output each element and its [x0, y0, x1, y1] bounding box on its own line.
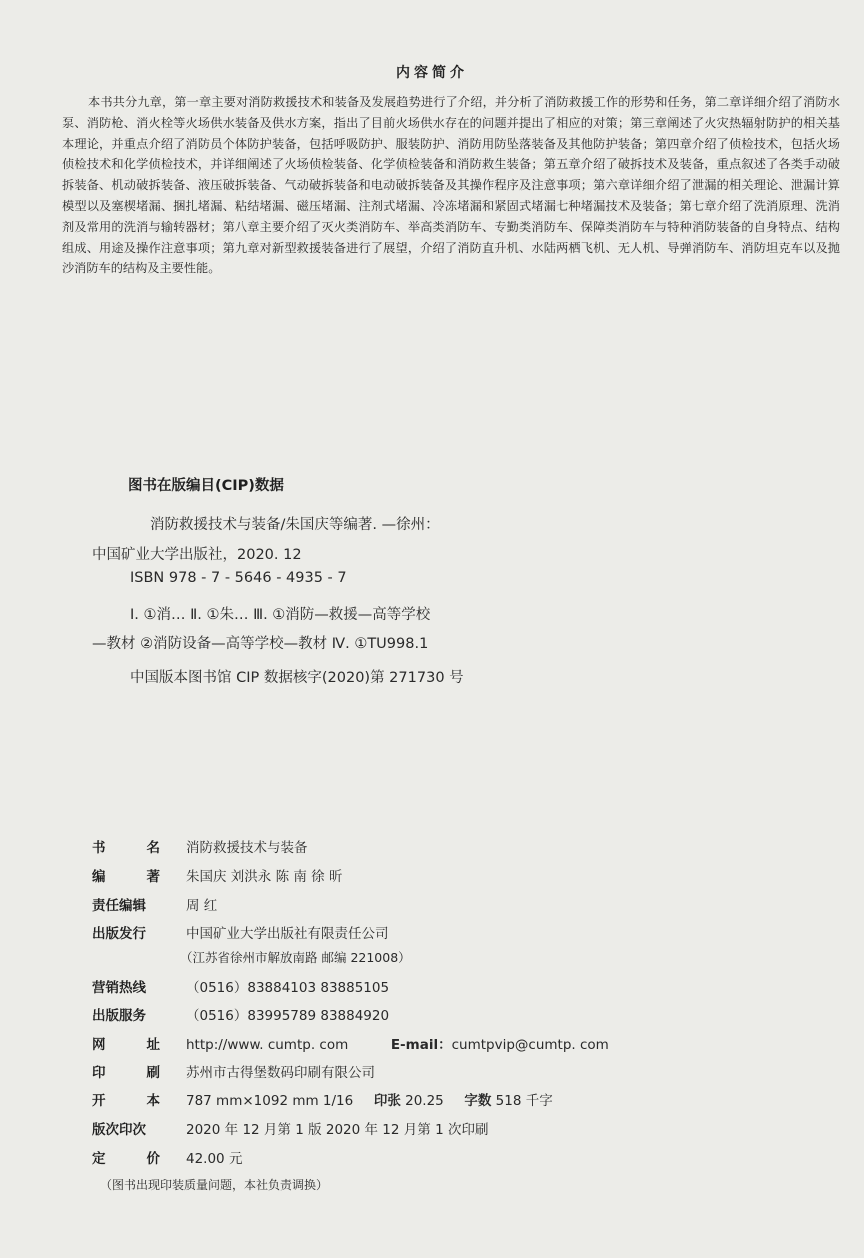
responsible-editor-label: 责任编辑	[92, 898, 146, 914]
publisher-value: 中国矿业大学出版社有限责任公司	[186, 926, 389, 942]
publisher-label: 出版发行	[92, 926, 146, 942]
sheets-value: 20.25	[405, 1093, 444, 1109]
editors-value: 朱国庆 刘洪永 陈 南 徐 昕	[186, 869, 343, 885]
format-label: 开 本	[92, 1093, 160, 1109]
printer-value: 苏州市古得堡数码印刷有限公司	[186, 1065, 375, 1081]
cip-line-5: —教材 ②消防设备—高等学校—教材 Ⅳ. ①TU998.1	[92, 636, 429, 652]
summary-body: 本书共分九章，第一章主要对消防救援技术和装备及发展趋势进行了介绍，并分析了消防救援工作的形势和任务，第二章详细介绍了消防水泵、消防枪、消火栓等火场供水装备及供水方案，指出了目前火场供水存在的问题并提出了相应的对策；第三章阐述了火灾热辐射防护的相关基本理论，并重点介绍了消防员个体防护装备，包括呼吸防护、服装防护、消防用防坠落装备及其他防护装备；第四章介绍了侦检技术，包括火场侦检技术和化学侦检技术，并详细阐述了火场侦检装备、化学侦检装备和消防救生装备；第五章介绍了破拆技术及装备，重点叙述了各类手动破拆装备、机动破拆装备、液压破拆装备、气动破拆装备和电动破拆装备及其操作程序及注意事项；第六章详细介绍了泄漏的相关理论、泄漏计算模型以及塞楔堵漏、捆扎堵漏、粘结堵漏、磁压堵漏、注剂式堵漏、冷冻堵漏和紧固式堵漏七种堵漏技术及装备；第七章介绍了洗消原理、洗消剂及常用的洗消与输转器材；第八章主要介绍了灭火类消防车、举高类消防车、专勤类消防车、保障类消防车与特种消防装备的自身特点、结构组成、用途及操作注意事项；第九章对新型救援装备进行了展望，介绍了消防直升机、水陆两栖飞机、无人机、导弹消防车、消防坦克车以及抛沙消防车的结构及主要性能。	[62, 95, 840, 276]
book-name-label: 书 名	[92, 840, 160, 856]
cip-line-6: 中国版本图书馆 CIP 数据核字(2020)第 271730 号	[130, 670, 464, 686]
sheets-label: 印张	[373, 1093, 401, 1109]
cip-line-2: 中国矿业大学出版社，2020. 12	[92, 547, 302, 563]
cip-isbn: ISBN 978 - 7 - 5646 - 4935 - 7	[130, 570, 347, 586]
publishing-service-label: 出版服务	[92, 1008, 146, 1024]
cip-line-1: 消防救援技术与装备/朱国庆等编著. —徐州：	[150, 517, 440, 533]
format-value	[186, 1089, 553, 1109]
book-name-value: 消防救援技术与装备	[186, 840, 308, 856]
quality-note: （图书出现印装质量问题，本社负责调换）	[100, 1178, 329, 1192]
edition-value: 2020 年 12 月第 1 版 2020 年 12 月第 1 次印刷	[186, 1122, 489, 1138]
publishing-service-value: （0516）83995789 83884920	[186, 1008, 390, 1024]
email-value[interactable]: cumtpvip@cumtp. com	[451, 1037, 609, 1053]
edition-label: 版次印次	[92, 1122, 146, 1138]
editors-label: 编 著	[92, 869, 160, 885]
printer-label: 印 刷	[92, 1065, 160, 1081]
price-label: 定 价	[92, 1151, 160, 1167]
website-label: 网 址	[92, 1037, 160, 1053]
publisher-address: （江苏省徐州市解放南路 邮编 221008）	[180, 950, 411, 965]
sales-hotline-label: 营销热线	[92, 980, 146, 996]
price-value: 42.00 元	[186, 1151, 243, 1167]
format-size: 787 mm×1092 mm 1/16	[186, 1093, 354, 1109]
summary-title: 内容简介	[396, 65, 468, 81]
sales-hotline-value: （0516）83884103 83885105	[186, 980, 390, 996]
website-value	[186, 1033, 609, 1053]
website-url[interactable]: http://www. cumtp. com	[186, 1037, 349, 1053]
responsible-editor-value: 周 红	[186, 898, 218, 914]
word-count-label: 字数	[464, 1093, 492, 1109]
cip-line-4: Ⅰ. ①消… Ⅱ. ①朱… Ⅲ. ①消防—救援—高等学校	[130, 607, 431, 623]
cip-title: 图书在版编目(CIP)数据	[128, 478, 284, 494]
email-label: E-mail：	[390, 1037, 452, 1053]
word-count-value: 518 千字	[495, 1093, 553, 1109]
